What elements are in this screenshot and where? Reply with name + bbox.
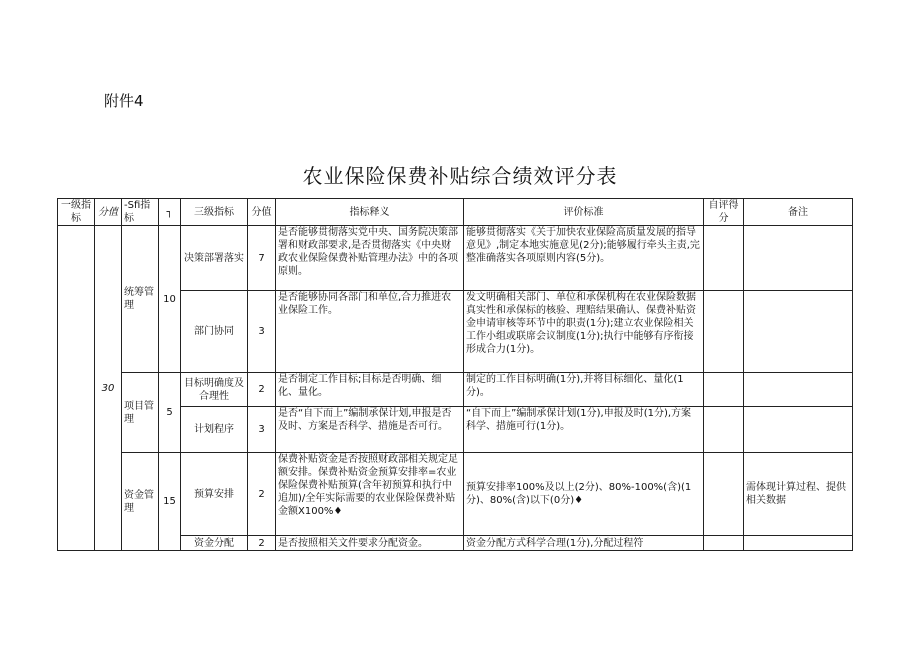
header-score1: 分值 bbox=[95, 199, 122, 226]
standard-cell: 预算安排率100%及以上(2分)、80%-100%(含)(1分)、80%(含)以下(0分)♦ bbox=[464, 453, 704, 536]
level3-score-cell: 3 bbox=[248, 291, 276, 373]
standard-cell: 能够贯彻落实《关于加快农业保险高质量发展的指导意见》,制定本地实施意见(2分);能够履行牵头主责,完整准确落实各项原则内容(5分)。 bbox=[464, 226, 704, 291]
self-score-cell bbox=[704, 536, 744, 551]
header-explain: 指标释义 bbox=[276, 199, 464, 226]
self-score-cell bbox=[704, 373, 744, 407]
standard-cell: 资金分配方式科学合理(1分),分配过程符 bbox=[464, 536, 704, 551]
level3-score-cell: 3 bbox=[248, 407, 276, 453]
level2-score-cell: 10 bbox=[159, 226, 181, 373]
explain-cell: 是否按照相关文件要求分配资金。 bbox=[276, 536, 464, 551]
header-level2: -Sfi指标 bbox=[122, 199, 159, 226]
header-self-score: 自评得分 bbox=[704, 199, 744, 226]
header-level3: 三级指标 bbox=[181, 199, 248, 226]
level1-score-cell: 30 bbox=[95, 226, 122, 551]
explain-cell: 是否能够协同各部门和单位,合力推进农业保险工作。 bbox=[276, 291, 464, 373]
explain-cell: 保费补贴资金是否按照财政部相关规定足额安排。保费补贴资金预算安排率=农业保险保费补贴预算(含年初预算和执行中追加)/全年实际需要的农业保险保费补贴金额X100%♦ bbox=[276, 453, 464, 536]
self-score-cell bbox=[704, 291, 744, 373]
level3-cell: 决策部署落实 bbox=[181, 226, 248, 291]
level3-cell: 目标明确度及合理性 bbox=[181, 373, 248, 407]
standard-cell: “自下而上”编制承保计划(1分),申报及时(1分),方案科学、措施可行(1分)。 bbox=[464, 407, 704, 453]
document-title: 农业保险保费补贴综合绩效评分表 bbox=[302, 164, 618, 188]
header-score3: 分值 bbox=[248, 199, 276, 226]
self-score-cell bbox=[704, 226, 744, 291]
note-cell: 需体现计算过程、提供相关数据 bbox=[744, 453, 853, 536]
header-level1: 一级指标 bbox=[58, 199, 95, 226]
level3-score-cell: 2 bbox=[248, 373, 276, 407]
note-cell bbox=[744, 407, 853, 453]
explain-cell: 是否“自下而上”编制承保计划,申报是否及时、方案是否科学、措施是否可行。 bbox=[276, 407, 464, 453]
level3-cell: 预算安排 bbox=[181, 453, 248, 536]
level3-cell: 计划程序 bbox=[181, 407, 248, 453]
header-score2: ┐ bbox=[159, 199, 181, 226]
level3-cell: 部门协同 bbox=[181, 291, 248, 373]
table-row bbox=[58, 373, 853, 407]
evaluation-table bbox=[57, 198, 853, 551]
level2-name-cell: 资金管理 bbox=[122, 453, 159, 551]
level1-cell bbox=[58, 226, 95, 551]
standard-cell: 制定的工作目标明确(1分),并将目标细化、量化(1分)。 bbox=[464, 373, 704, 407]
table-row bbox=[58, 453, 853, 536]
table-header-row bbox=[58, 199, 853, 226]
level3-score-cell: 7 bbox=[248, 226, 276, 291]
attachment-label: 附件4 bbox=[104, 92, 144, 110]
standard-cell: 发文明确相关部门、单位和承保机构在农业保险数据真实性和承保标的核验、理赔结果确认、保费补贴资金申请审核等环节中的职责(1分);建立农业保险相关工作小组或联席会议制度(1分);执行中能够有序衔接形成合力(1分)。 bbox=[464, 291, 704, 373]
level3-score-cell: 2 bbox=[248, 536, 276, 551]
explain-cell: 是否能够贯彻落实党中央、国务院决策部署和财政部要求,是否贯彻落实《中央财政农业保险保费补贴管理办法》中的各项原则。 bbox=[276, 226, 464, 291]
level2-score-cell: 15 bbox=[159, 453, 181, 551]
header-standard: 评价标准 bbox=[464, 199, 704, 226]
level3-score-cell: 2 bbox=[248, 453, 276, 536]
self-score-cell bbox=[704, 407, 744, 453]
note-cell bbox=[744, 291, 853, 373]
level3-cell: 资金分配 bbox=[181, 536, 248, 551]
explain-cell: 是否制定工作目标;目标是否明确、细化、量化。 bbox=[276, 373, 464, 407]
header-note: 备注 bbox=[744, 199, 853, 226]
note-cell bbox=[744, 536, 853, 551]
level2-name-cell: 统筹管理 bbox=[122, 226, 159, 373]
table-row bbox=[58, 226, 853, 291]
note-cell bbox=[744, 226, 853, 291]
level2-name-cell: 项目管理 bbox=[122, 373, 159, 453]
self-score-cell bbox=[704, 453, 744, 536]
level2-score-cell: 5 bbox=[159, 373, 181, 453]
note-cell bbox=[744, 373, 853, 407]
